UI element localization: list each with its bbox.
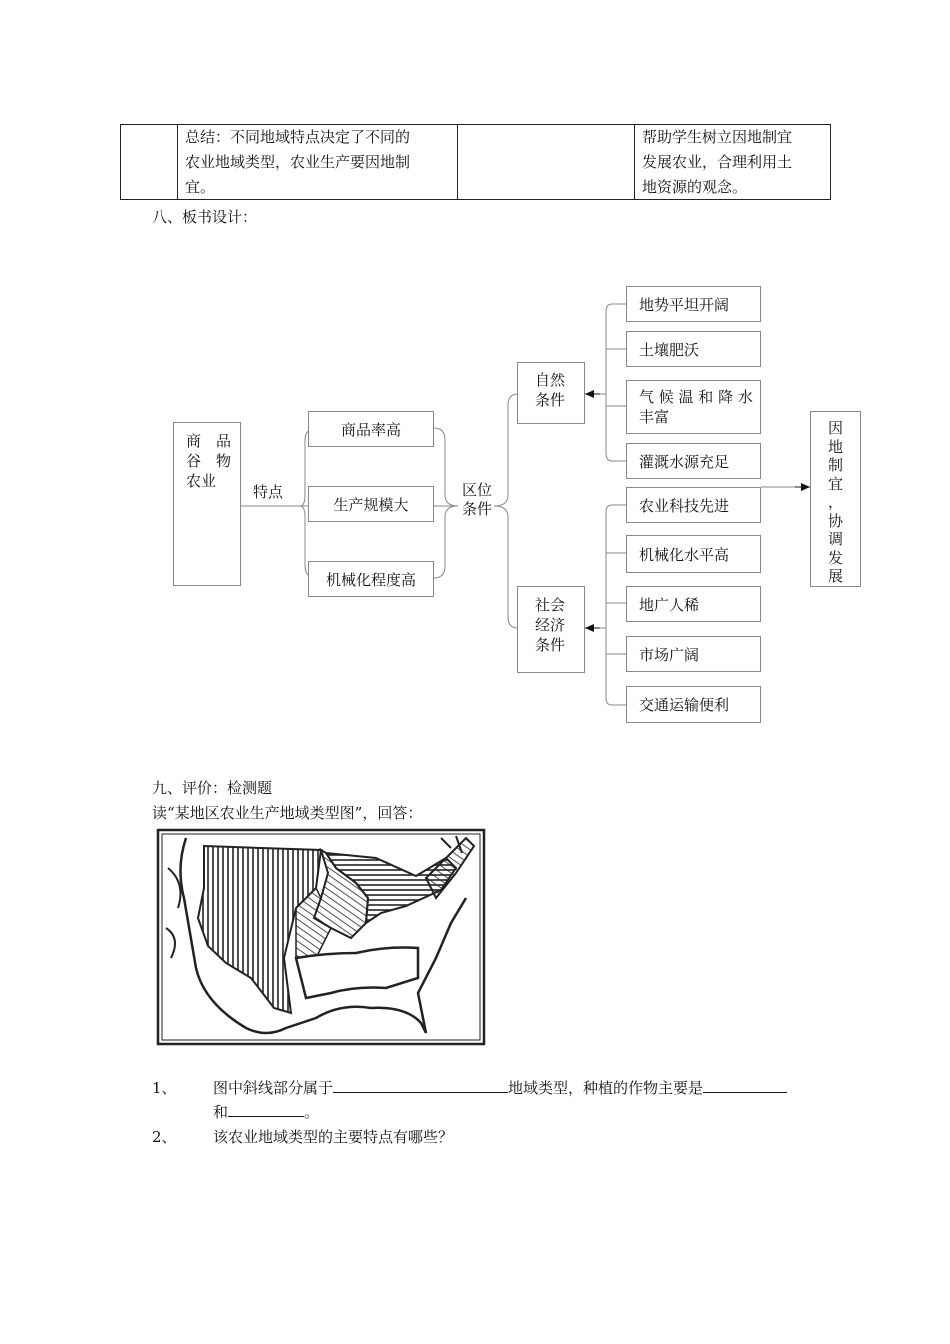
question-intro: 读“某地区农业生产地域类型图”，回答： <box>152 804 423 822</box>
root-line-3: 农业 <box>186 472 217 490</box>
conclusion-char: 协 <box>827 511 843 530</box>
summary-line-1: 总结：不同地域特点决定了不同的 <box>185 128 411 146</box>
summary-line-3: 宜。 <box>185 178 216 196</box>
q2-number: 2、 <box>152 1128 177 1146</box>
q1-line-1 <box>213 1077 787 1098</box>
feature-box-commodity-rate: 商品率高 <box>308 411 434 447</box>
root-line-1: 商 品 <box>186 432 232 450</box>
q1-text-d: 。 <box>304 1103 320 1121</box>
social-item-mechanization: 机械化水平高 <box>626 535 761 573</box>
q1-text-a: 图中斜线部分属于 <box>213 1079 334 1097</box>
location-label <box>462 481 492 519</box>
social-line-3: 条件 <box>535 636 566 654</box>
conclusion-char: 展 <box>827 567 843 585</box>
natural-conditions-box <box>517 362 585 424</box>
summary-line-2: 农业地域类型，农业生产要因地制 <box>185 153 411 171</box>
social-item-land: 地广人稀 <box>626 586 761 622</box>
q1-blank-crop-1[interactable] <box>703 1078 787 1093</box>
climate-line-1: 气 候 温 和 降 水 <box>639 388 753 406</box>
q1-line-2 <box>213 1101 319 1122</box>
q2-text: 该农业地域类型的主要特点有哪些？ <box>213 1128 454 1146</box>
features-label: 特点 <box>253 483 284 501</box>
q1-text-c: 和 <box>213 1103 229 1121</box>
natural-item-terrain: 地势平坦开阔 <box>626 286 761 322</box>
root-line-2: 谷 物 <box>186 452 232 470</box>
q1-number: 1、 <box>152 1079 177 1097</box>
conclusion-char: 因 <box>827 419 843 437</box>
natural-item-climate <box>626 380 761 434</box>
conclusion-char: 制 <box>827 456 843 474</box>
goal-line-1: 帮助学生树立因地制宜 <box>642 128 793 146</box>
conclusion-box <box>810 411 861 587</box>
q1-blank-type[interactable] <box>333 1078 508 1093</box>
section-9-heading: 九、评价：检测题 <box>152 779 273 797</box>
feature-box-scale: 生产规模大 <box>308 486 434 522</box>
goal-line-2: 发展农业，合理利用土 <box>642 153 793 171</box>
social-conditions-box <box>517 586 585 673</box>
social-item-transport: 交通运输便利 <box>626 686 761 723</box>
social-item-market: 市场广阔 <box>626 636 761 672</box>
conclusion-char: 地 <box>827 437 843 456</box>
conclusion-char: 发 <box>827 548 843 567</box>
feature-box-mechanization: 机械化程度高 <box>308 561 434 597</box>
location-line-1: 区位 <box>462 481 493 499</box>
location-line-2: 条件 <box>462 500 493 518</box>
conclusion-char: 宜 <box>827 474 843 493</box>
social-item-technology: 农业科技先进 <box>626 487 761 523</box>
agriculture-region-map-icon <box>156 828 486 1046</box>
natural-item-irrigation: 灌溉水源充足 <box>626 443 761 479</box>
conclusion-char: 调 <box>827 530 843 548</box>
goal-line-3: 地资源的观念。 <box>642 178 748 196</box>
social-line-2: 经济 <box>535 616 566 634</box>
social-line-1: 社会 <box>535 596 566 614</box>
section-8-heading: 八、板书设计： <box>152 208 258 226</box>
natural-line-2: 条件 <box>535 391 566 409</box>
climate-line-2: 丰富 <box>639 408 670 426</box>
q1-text-b: 地域类型，种植的作物主要是 <box>508 1079 704 1097</box>
natural-line-1: 自然 <box>535 371 566 389</box>
root-box <box>173 422 241 586</box>
conclusion-char: ， <box>827 493 843 511</box>
q1-blank-crop-2[interactable] <box>228 1102 304 1117</box>
natural-item-soil: 土壤肥沃 <box>626 331 761 367</box>
